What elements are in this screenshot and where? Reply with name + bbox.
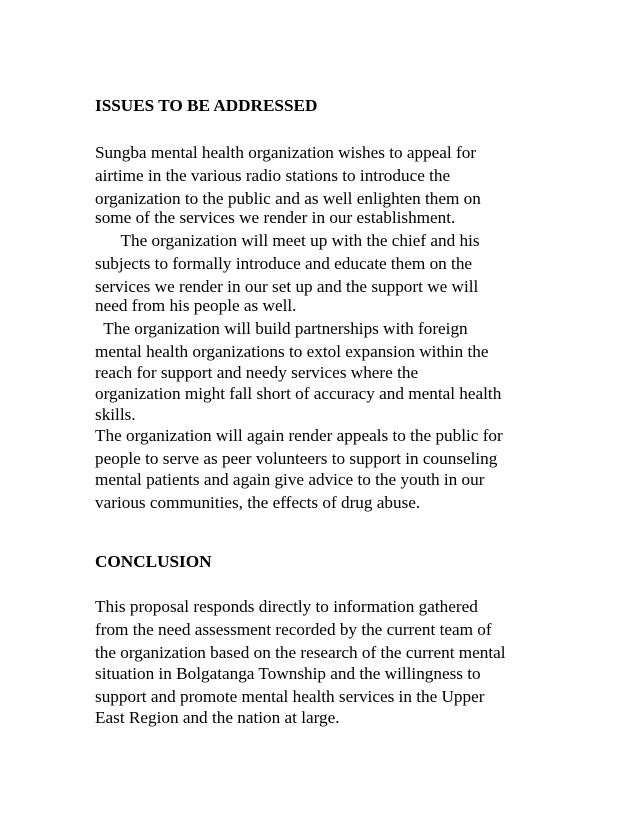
text-line: people to serve as peer volunteers to support in counseling (95, 449, 498, 468)
text-line: subjects to formally introduce and educate them on the (95, 254, 473, 273)
text-line: The organization will build partnerships with foreign (95, 319, 468, 338)
text-line: This proposal responds directly to information gathered (95, 597, 478, 616)
text-line: East Region and the nation at large. (95, 708, 340, 727)
section-heading-issues: ISSUES TO BE ADDRESSED (95, 96, 318, 115)
text-line: airtime in the various radio stations to introduce the (95, 166, 451, 185)
text-line: skills. (95, 405, 136, 424)
text-line: reach for support and needy services where the (95, 363, 419, 382)
text-line: situation in Bolgatanga Township and the willingness to (95, 664, 481, 683)
text-line: organization might fall short of accuracy and mental health (95, 384, 502, 403)
text-line: mental health organizations to extol expansion within the (95, 342, 489, 361)
text-line: mental patients and again give advice to the youth in our (95, 470, 485, 489)
text-line: services we render in our set up and the support we will (95, 277, 479, 296)
text-line: from the need assessment recorded by the current team of (95, 620, 492, 639)
text-line: Sungba mental health organization wishes to appeal for (95, 143, 477, 162)
text-line: The organization will meet up with the chief and his (95, 231, 480, 250)
text-line: need from his people as well. (95, 296, 297, 315)
section-heading-conclusion: CONCLUSION (95, 552, 212, 571)
text-line: some of the services we render in our establishment. (95, 208, 456, 227)
text-line: the organization based on the research of the current mental (95, 643, 506, 662)
text-line: The organization will again render appeals to the public for (95, 426, 503, 445)
text-line: support and promote mental health services in the Upper (95, 687, 485, 706)
text-line: various communities, the effects of drug abuse. (95, 493, 421, 512)
text-line: organization to the public and as well enlighten them on (95, 189, 481, 208)
